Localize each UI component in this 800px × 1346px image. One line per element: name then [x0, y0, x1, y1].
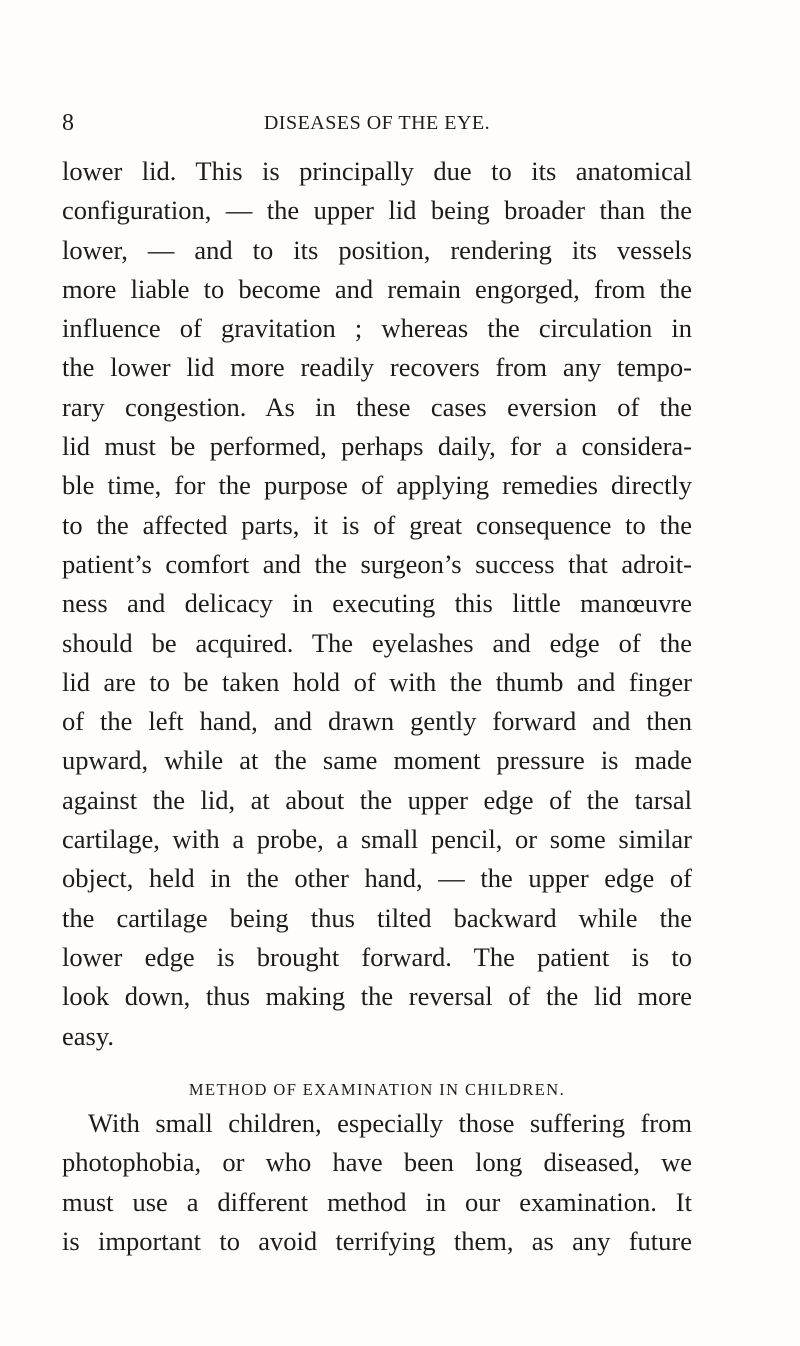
text-line: should be acquired. The eyelashes and edge of the	[62, 627, 692, 658]
text-line: look down, thus making the reversal of the lid more	[62, 981, 692, 1012]
text-line: lower edge is brought forward. The patient is to	[62, 941, 692, 972]
text-line: of the left hand, and drawn gently forward and then	[62, 706, 692, 737]
text-line: With small children, especially those suffering from	[88, 1108, 692, 1138]
text-line: to the affected parts, it is of great consequence to the	[62, 509, 692, 540]
section-heading: METHOD OF EXAMINATION IN CHILDREN.	[188, 1079, 566, 1099]
text-line: is important to avoid terrifying them, as any future	[62, 1225, 692, 1256]
text-line: more liable to become and remain engorged, from the	[62, 273, 692, 304]
text-line: configuration, — the upper lid being broader than the	[62, 195, 692, 226]
text-line: lid are to be taken hold of with the thumb and finger	[62, 666, 692, 697]
text-line: ble time, for the purpose of applying remedies directly	[62, 470, 692, 501]
text-line: patient’s comfort and the surgeon’s success that adroit-	[62, 548, 692, 579]
text-line: object, held in the other hand, — the upper edge of	[62, 863, 692, 894]
text-line: rary congestion. As in these cases eversion of the	[62, 391, 692, 422]
text-line: lower, — and to its position, rendering its vessels	[62, 234, 692, 265]
text-line: lid must be performed, perhaps daily, for a considera-	[62, 431, 692, 462]
text-line: upward, while at the same moment pressure is made	[62, 745, 692, 776]
paragraph-method-children	[62, 1104, 692, 1261]
text-line: photophobia, or who have been long diseased, we	[62, 1147, 692, 1178]
running-head-title: DISEASES OF THE EYE.	[263, 112, 491, 134]
text-line: lower lid. This is principally due to its anatomical	[62, 156, 692, 186]
text-line: must use a different method in our examination. It	[62, 1186, 692, 1217]
text-line: the cartilage being thus tilted backward while the	[62, 902, 692, 933]
text-line: easy.	[62, 1020, 114, 1051]
text-line: cartilage, with a probe, a small pencil, or some similar	[62, 824, 692, 855]
paragraph-continued	[62, 152, 692, 1124]
text-line: against the lid, at about the upper edge of the tarsal	[62, 784, 692, 815]
text-line: the lower lid more readily recovers from any tempo-	[62, 352, 692, 383]
text-line: influence of gravitation ; whereas the circulation in	[62, 313, 692, 344]
running-head	[62, 108, 692, 138]
page-number: 8	[62, 110, 74, 136]
text-line: ness and delicacy in executing this little manœuvre	[62, 588, 692, 619]
